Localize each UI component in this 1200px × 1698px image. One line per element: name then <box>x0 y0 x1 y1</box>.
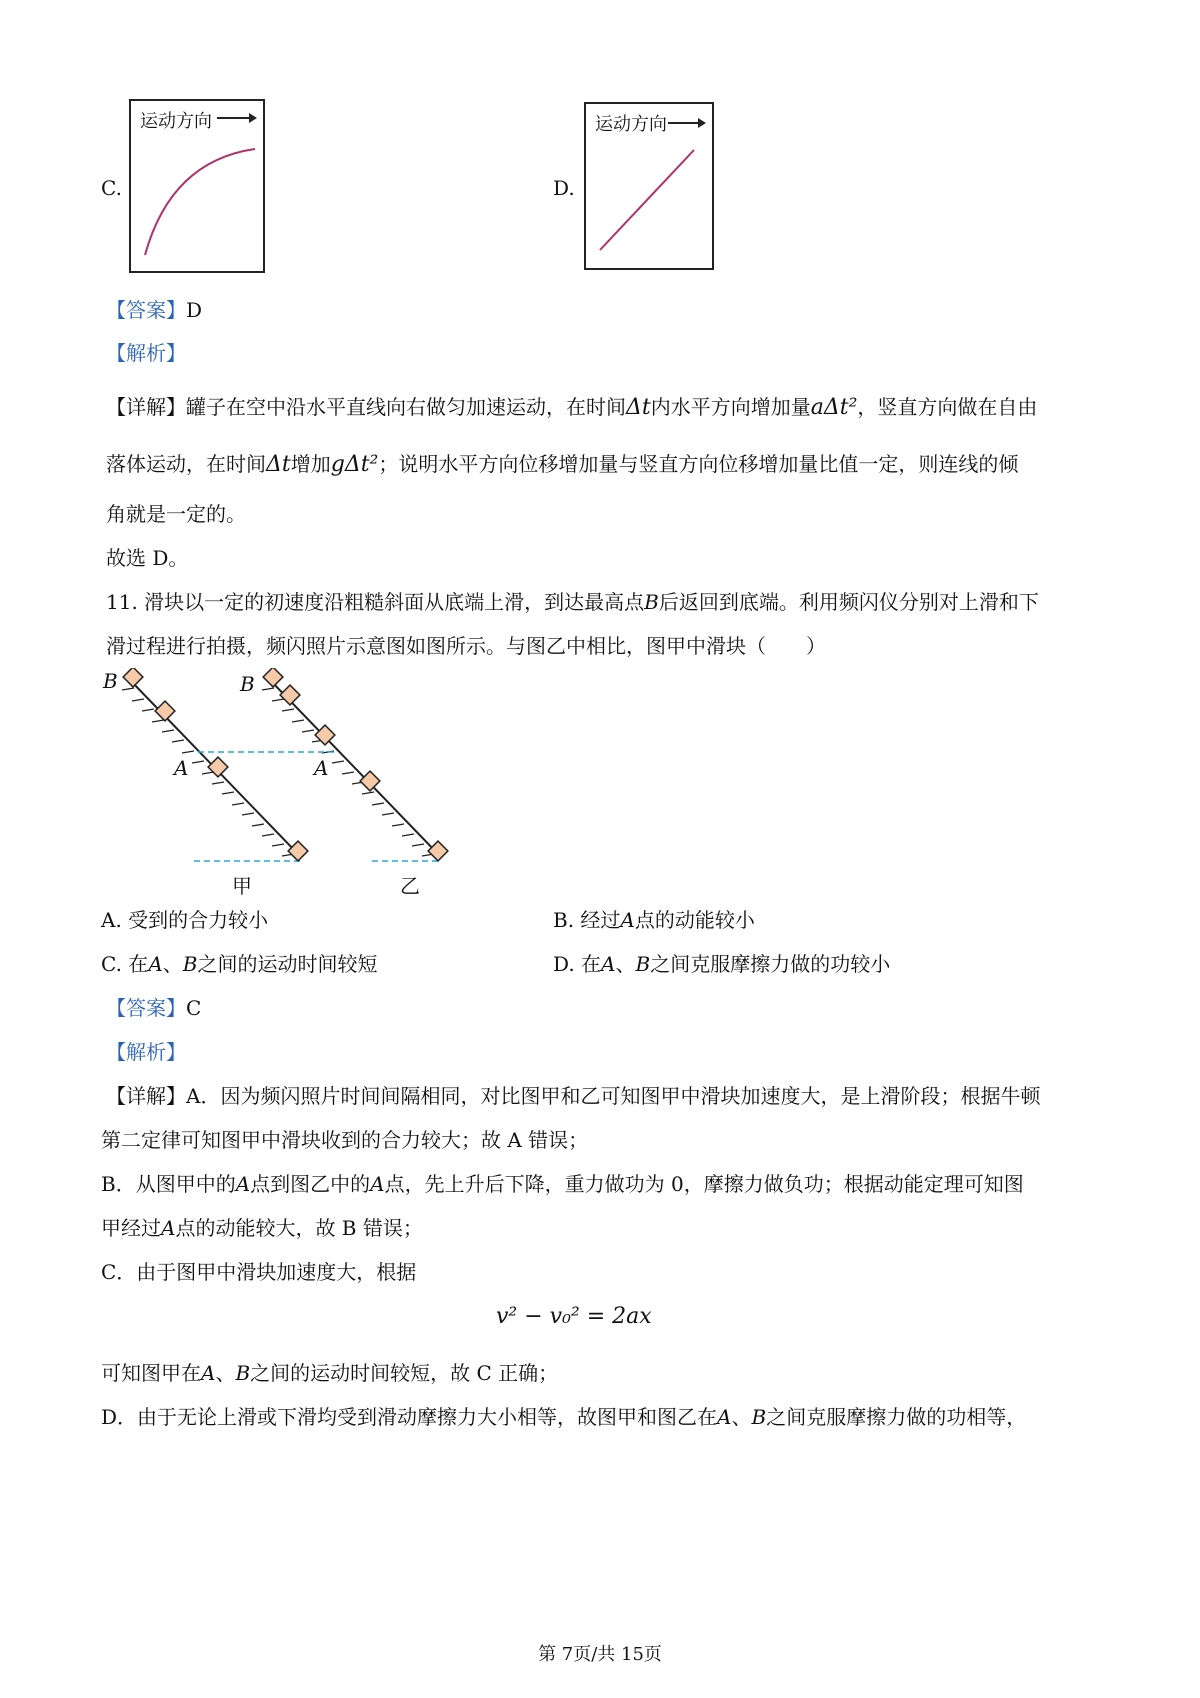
label-A-jia: A <box>174 756 189 780</box>
answer-tag: 【答案】 <box>106 996 186 1020</box>
text: 后返回到底端。利用频闪仪分别对上滑和下 <box>658 590 1039 614</box>
q10-detail-line-2 <box>106 450 1018 479</box>
q10-analysis <box>106 339 186 367</box>
arrow-head-icon <box>698 118 706 128</box>
incline-jia-hatch <box>122 688 294 856</box>
kinematics-formula: v² − v₀² = 2ax <box>496 1304 652 1329</box>
motion-direction-label: 运动方向 <box>595 114 667 135</box>
q10-answer <box>106 296 202 324</box>
q11-answer <box>106 994 201 1022</box>
option-d-label: D. <box>553 176 575 200</box>
q11-detail-c-line-1: C．由于图甲中滑块加速度大，根据 <box>101 1260 417 1284</box>
text: ；说明水平方向位移增加量与竖直方向位移增加量比值一定，则连线的倾 <box>378 452 1019 476</box>
page-footer: 第 7页/共 15页 <box>538 1644 662 1665</box>
text: 罐子在空中沿水平直线向右做匀加速运动，在时间 <box>186 395 626 419</box>
answer-tag: 【答案】 <box>106 298 186 322</box>
text: 甲经过 <box>101 1216 161 1240</box>
detail-tag: 【详解】 <box>106 395 186 419</box>
text: 之间克服摩擦力做的功相等， <box>766 1405 1027 1429</box>
option-c-figure <box>129 99 265 273</box>
text: 可知图甲在 <box>101 1361 201 1385</box>
text: 、 <box>615 952 636 976</box>
math-dt: Δt <box>626 395 651 420</box>
math-A: A <box>370 1172 385 1196</box>
blocks-yi <box>263 668 448 861</box>
math-A: A <box>620 908 635 932</box>
math-A: A <box>601 952 616 976</box>
incline-yi-line <box>270 680 438 854</box>
text: 、 <box>731 1405 752 1429</box>
line-graph <box>586 104 712 268</box>
text: 之间克服摩擦力做的功较小 <box>650 952 891 976</box>
analysis-tag: 【解析】 <box>106 1040 186 1064</box>
curve-path <box>145 149 255 255</box>
text: B. 经过 <box>553 908 621 932</box>
math-B: B <box>644 590 659 614</box>
q11-detail-c-line-2 <box>101 1359 558 1387</box>
q11-option-b <box>553 906 755 934</box>
q11-stem-line-1 <box>106 588 1039 616</box>
q10-conclusion: 故选 D。 <box>106 546 189 570</box>
incline-figure <box>100 668 460 900</box>
math-B: B <box>235 1361 251 1385</box>
q11-detail-d-line-1 <box>101 1403 1026 1431</box>
text: 、 <box>162 952 183 976</box>
math-B: B <box>751 1405 767 1429</box>
label-B-jia: B <box>103 669 118 693</box>
math-a-dt2: aΔt² <box>810 395 858 420</box>
text: 点，先上升后下降，重力做功为 0，摩擦力做负功；根据动能定理可知图 <box>384 1172 1024 1196</box>
math-g-dt2: gΔt² <box>330 452 379 477</box>
q11-detail-a-line-1 <box>106 1082 1040 1110</box>
text: 之间的运动时间较短，故 C 正确； <box>250 1361 559 1385</box>
text: 内水平方向增加量 <box>650 395 811 419</box>
q11-detail-b-line-1 <box>101 1170 1024 1198</box>
q11-detail-b-line-2 <box>101 1214 423 1242</box>
text: D. 在 <box>553 952 602 976</box>
option-d-figure <box>584 102 714 270</box>
label-B-yi: B <box>240 672 255 696</box>
text: ，竖直方向做在自由 <box>857 395 1038 419</box>
option-c-label: C. <box>101 176 122 200</box>
q11-option-c <box>101 950 377 978</box>
text: 落体运动，在时间 <box>106 452 266 476</box>
incline-yi-hatch <box>262 688 434 856</box>
q10-detail-line-1 <box>106 393 1037 422</box>
answer-value: C <box>186 996 202 1020</box>
text: B．从图甲中的 <box>101 1172 236 1196</box>
text: C. 在 <box>101 952 149 976</box>
answer-value: D <box>186 298 203 322</box>
analysis-tag: 【解析】 <box>106 341 186 365</box>
text: A．因为频闪照片时间间隔相同，对比图甲和乙可知图甲中滑块加速度大，是上滑阶段；根据牛顿 <box>186 1084 1041 1108</box>
text: 点的动能较大，故 B 错误； <box>175 1216 423 1240</box>
q10-detail-line-3: 角就是一定的。 <box>106 502 246 526</box>
label-A-yi: A <box>314 756 329 780</box>
text: D．由于无论上滑或下滑均受到滑动摩擦力大小相等，故图甲和图乙在 <box>101 1405 718 1429</box>
math-B: B <box>635 952 651 976</box>
math-B: B <box>182 952 198 976</box>
arrow-head-icon <box>249 113 257 123</box>
text: 之间的运动时间较短 <box>197 952 378 976</box>
straight-line <box>600 150 694 250</box>
math-A: A <box>717 1405 732 1429</box>
caption-yi: 乙 <box>400 874 420 898</box>
q11-option-d <box>553 950 890 978</box>
math-A: A <box>235 1172 251 1196</box>
math-A: A <box>148 952 163 976</box>
text: 增加 <box>290 452 331 476</box>
text: 、 <box>215 1361 236 1385</box>
math-dt: Δt <box>266 452 291 477</box>
q11-stem-line-2: 滑过程进行拍摄，频闪照片示意图如图所示。与图乙中相比，图甲中滑块（ ） <box>106 634 826 658</box>
motion-direction-label: 运动方向 <box>140 111 212 132</box>
text: 点到图乙中的 <box>250 1172 371 1196</box>
text: 点的动能较小 <box>634 908 755 932</box>
caption-jia: 甲 <box>232 874 252 898</box>
text: 11. 滑块以一定的初速度沿粗糙斜面从底端上滑，到达最高点 <box>106 590 645 614</box>
q11-detail-a-line-2: 第二定律可知图甲中滑块收到的合力较大；故 A 错误； <box>101 1128 589 1152</box>
math-A: A <box>201 1361 216 1385</box>
detail-tag: 【详解】 <box>106 1084 186 1108</box>
blocks-jia <box>123 668 308 861</box>
q11-option-a: A. 受到的合力较小 <box>101 908 269 932</box>
curve-graph <box>131 101 263 271</box>
q11-analysis <box>106 1038 186 1066</box>
math-A: A <box>161 1216 176 1240</box>
